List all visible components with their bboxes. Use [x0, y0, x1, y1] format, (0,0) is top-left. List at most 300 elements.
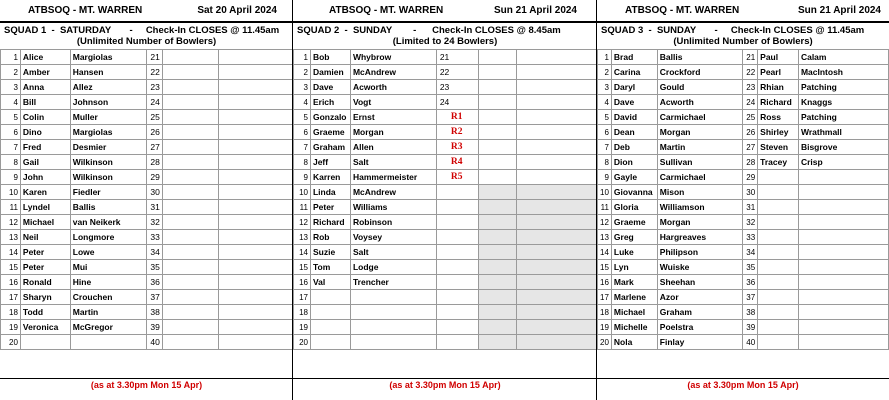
first-name	[758, 260, 799, 275]
cell	[517, 200, 597, 215]
squad-3-panel	[597, 0, 889, 400]
row-number: 40	[743, 335, 758, 350]
cell	[219, 305, 293, 320]
lane-number	[436, 335, 478, 350]
first-name: Alice	[20, 50, 70, 65]
last-name: Longmore	[70, 230, 147, 245]
last-name: Bisgrove	[798, 140, 888, 155]
row-number: 1	[1, 50, 21, 65]
lane-number: 21	[147, 50, 162, 65]
last-name: Sullivan	[657, 155, 742, 170]
row-number: 19	[1, 320, 21, 335]
cell	[219, 110, 293, 125]
panel-divider	[596, 0, 597, 400]
first-name: Richard	[310, 215, 350, 230]
table-row	[598, 260, 889, 275]
row-number: 12	[1, 215, 21, 230]
cell	[517, 65, 597, 80]
last-name: Margiolas	[70, 125, 147, 140]
lane-number	[436, 305, 478, 320]
first-name: Richard	[758, 95, 799, 110]
as-at-note: (as at 3.30pm Mon 15 Apr)	[597, 378, 889, 393]
table-row	[1, 125, 293, 140]
squad-sub: (Limited to 24 Bowlers)	[392, 36, 498, 47]
cell	[162, 290, 218, 305]
lane-number	[436, 245, 478, 260]
first-name: Graham	[310, 140, 350, 155]
cell	[162, 230, 218, 245]
row-number: 2	[598, 65, 612, 80]
first-name: Rob	[310, 230, 350, 245]
row-number: 7	[598, 140, 612, 155]
table-row	[1, 260, 293, 275]
table-row	[1, 335, 293, 350]
lane-number: 23	[436, 80, 478, 95]
cell	[162, 215, 218, 230]
squad-line: SQUAD 2 - SUNDAY - Check-In CLOSES @ 8.45am	[297, 25, 561, 36]
first-name: Bill	[20, 95, 70, 110]
last-name: Lodge	[350, 260, 436, 275]
table-row	[294, 305, 597, 320]
lane-number: 23	[147, 80, 162, 95]
cell	[478, 140, 517, 155]
last-name: Wuiske	[657, 260, 742, 275]
cell	[219, 155, 293, 170]
first-name: Michael	[611, 305, 657, 320]
first-name	[758, 230, 799, 245]
table-row	[1, 275, 293, 290]
lane-number	[436, 320, 478, 335]
cell	[219, 275, 293, 290]
lane-number	[436, 275, 478, 290]
table-row	[294, 170, 597, 185]
table-row	[1, 140, 293, 155]
last-name: Graham	[657, 305, 742, 320]
cell	[162, 335, 218, 350]
table-row	[598, 125, 889, 140]
table-row	[598, 110, 889, 125]
cell	[219, 290, 293, 305]
cell	[517, 215, 597, 230]
last-name: Carmichael	[657, 170, 742, 185]
row-number: 21	[743, 50, 758, 65]
event-date: Sat 20 April 2024	[197, 5, 277, 16]
event-title: ATBSOQ - MT. WARREN	[625, 5, 740, 16]
row-number: 7	[294, 140, 311, 155]
panel-header	[293, 0, 597, 23]
cell	[517, 275, 597, 290]
row-number: 20	[1, 335, 21, 350]
table-row	[294, 200, 597, 215]
first-name: Val	[310, 275, 350, 290]
row-number: 14	[598, 245, 612, 260]
row-number: 22	[743, 65, 758, 80]
first-name: Gayle	[611, 170, 657, 185]
cell	[162, 80, 218, 95]
table-row	[1, 155, 293, 170]
row-number: 2	[1, 65, 21, 80]
last-name: Wilkinson	[70, 170, 147, 185]
last-name: Williamson	[657, 200, 742, 215]
last-name: Vogt	[350, 95, 436, 110]
table-row	[294, 290, 597, 305]
first-name	[758, 290, 799, 305]
last-name: Desmier	[70, 140, 147, 155]
panel-header	[597, 0, 889, 23]
first-name: Shirley	[758, 125, 799, 140]
last-name	[350, 290, 436, 305]
last-name: Voysey	[350, 230, 436, 245]
row-number: 2	[294, 65, 311, 80]
last-name: Azor	[657, 290, 742, 305]
first-name	[20, 335, 70, 350]
cell	[517, 140, 597, 155]
table-row	[598, 140, 889, 155]
lane-number	[436, 290, 478, 305]
last-name	[798, 215, 888, 230]
lane-number: 22	[147, 65, 162, 80]
cell	[478, 155, 517, 170]
lane-number: 27	[147, 140, 162, 155]
first-name: Rhian	[758, 80, 799, 95]
table-row	[294, 215, 597, 230]
cell	[517, 245, 597, 260]
row-number: 14	[294, 245, 311, 260]
first-name: Gloria	[611, 200, 657, 215]
table-row	[294, 335, 597, 350]
first-name: Sharyn	[20, 290, 70, 305]
table-row	[294, 95, 597, 110]
row-number: 5	[294, 110, 311, 125]
first-name	[758, 170, 799, 185]
last-name	[798, 230, 888, 245]
cell	[162, 245, 218, 260]
cell	[478, 215, 517, 230]
first-name: Dave	[310, 80, 350, 95]
squad-info	[597, 23, 889, 50]
first-name	[758, 215, 799, 230]
first-name: Tom	[310, 260, 350, 275]
cell	[478, 110, 517, 125]
cell	[219, 260, 293, 275]
lane-number	[436, 215, 478, 230]
row-number: 15	[294, 260, 311, 275]
squad-info	[293, 23, 597, 50]
first-name: Graeme	[611, 215, 657, 230]
row-number: 18	[1, 305, 21, 320]
cell	[162, 125, 218, 140]
cell	[219, 125, 293, 140]
first-name: Mark	[611, 275, 657, 290]
first-name: Brad	[611, 50, 657, 65]
last-name: Muller	[70, 110, 147, 125]
table-row	[1, 170, 293, 185]
cell	[517, 110, 597, 125]
first-name: Pearl	[758, 65, 799, 80]
row-number: 6	[294, 125, 311, 140]
table-row	[294, 80, 597, 95]
cell	[517, 305, 597, 320]
first-name: Steven	[758, 140, 799, 155]
row-number: 17	[1, 290, 21, 305]
row-number: 23	[743, 80, 758, 95]
cell	[478, 305, 517, 320]
last-name: Whybrow	[350, 50, 436, 65]
cell	[517, 290, 597, 305]
cell	[478, 50, 517, 65]
last-name: Fiedler	[70, 185, 147, 200]
first-name	[310, 320, 350, 335]
first-name: Ronald	[20, 275, 70, 290]
row-number: 9	[1, 170, 21, 185]
cell	[517, 230, 597, 245]
row-number: 4	[598, 95, 612, 110]
cell	[517, 80, 597, 95]
table-row	[598, 65, 889, 80]
first-name: Paul	[758, 50, 799, 65]
cell	[219, 200, 293, 215]
reserve-label: R1	[436, 110, 478, 125]
lane-number: 26	[147, 125, 162, 140]
row-number: 4	[294, 95, 311, 110]
last-name: Johnson	[70, 95, 147, 110]
cell	[162, 65, 218, 80]
row-number: 5	[598, 110, 612, 125]
row-number: 34	[743, 245, 758, 260]
first-name: Lyn	[611, 260, 657, 275]
first-name: Colin	[20, 110, 70, 125]
bowler-table	[293, 49, 597, 350]
first-name: Karen	[20, 185, 70, 200]
first-name: Bob	[310, 50, 350, 65]
lane-number: 35	[147, 260, 162, 275]
row-number: 12	[294, 215, 311, 230]
table-row	[1, 65, 293, 80]
row-number: 3	[294, 80, 311, 95]
last-name: Lowe	[70, 245, 147, 260]
cell	[478, 185, 517, 200]
last-name: Salt	[350, 245, 436, 260]
first-name: Peter	[20, 245, 70, 260]
last-name: Poelstra	[657, 320, 742, 335]
table-row	[1, 230, 293, 245]
first-name: Dion	[611, 155, 657, 170]
table-row	[294, 275, 597, 290]
table-row	[294, 65, 597, 80]
last-name: Wilkinson	[70, 155, 147, 170]
cell	[517, 260, 597, 275]
first-name: Giovanna	[611, 185, 657, 200]
table-row	[294, 125, 597, 140]
table-row	[598, 200, 889, 215]
row-number: 13	[1, 230, 21, 245]
cell	[219, 140, 293, 155]
first-name: Daryl	[611, 80, 657, 95]
table-row	[1, 305, 293, 320]
lane-number: 32	[147, 215, 162, 230]
first-name: Veronica	[20, 320, 70, 335]
last-name: Crouchen	[70, 290, 147, 305]
cell	[478, 95, 517, 110]
lane-number	[436, 185, 478, 200]
last-name	[798, 260, 888, 275]
cell	[219, 215, 293, 230]
table-row	[1, 200, 293, 215]
cell	[219, 245, 293, 260]
first-name: Erich	[310, 95, 350, 110]
event-date: Sun 21 April 2024	[798, 5, 881, 16]
table-row	[1, 290, 293, 305]
first-name: Damien	[310, 65, 350, 80]
first-name: Peter	[310, 200, 350, 215]
row-number: 1	[294, 50, 311, 65]
table-row	[598, 245, 889, 260]
row-number: 13	[598, 230, 612, 245]
first-name: Karren	[310, 170, 350, 185]
cell	[219, 230, 293, 245]
last-name	[350, 305, 436, 320]
cell	[162, 185, 218, 200]
row-number: 27	[743, 140, 758, 155]
row-number: 31	[743, 200, 758, 215]
last-name: Philipson	[657, 245, 742, 260]
last-name: Hansen	[70, 65, 147, 80]
table-row	[598, 185, 889, 200]
row-number: 8	[1, 155, 21, 170]
squad-info	[0, 23, 293, 50]
cell	[517, 125, 597, 140]
row-number: 3	[598, 80, 612, 95]
table-row	[598, 215, 889, 230]
last-name: Finlay	[657, 335, 742, 350]
last-name: van Neikerk	[70, 215, 147, 230]
last-name: Martin	[70, 305, 147, 320]
as-at-note: (as at 3.30pm Mon 15 Apr)	[293, 378, 597, 393]
first-name	[758, 185, 799, 200]
row-number: 15	[1, 260, 21, 275]
row-number: 5	[1, 110, 21, 125]
cell	[478, 335, 517, 350]
cell	[478, 200, 517, 215]
squad-sub: (Unlimited Number of Bowlers)	[76, 36, 217, 47]
lane-number: 37	[147, 290, 162, 305]
cell	[478, 290, 517, 305]
first-name: Jeff	[310, 155, 350, 170]
last-name: Ernst	[350, 110, 436, 125]
last-name: Acworth	[657, 95, 742, 110]
cell	[478, 125, 517, 140]
first-name: Lyndel	[20, 200, 70, 215]
cell	[219, 80, 293, 95]
cell	[517, 95, 597, 110]
row-number: 32	[743, 215, 758, 230]
first-name: Carina	[611, 65, 657, 80]
cell	[219, 170, 293, 185]
table-row	[294, 245, 597, 260]
cell	[162, 50, 218, 65]
last-name: Crockford	[657, 65, 742, 80]
bowler-table	[0, 49, 293, 350]
last-name: Robinson	[350, 215, 436, 230]
table-row	[294, 320, 597, 335]
first-name: Fred	[20, 140, 70, 155]
table-row	[598, 95, 889, 110]
cell	[478, 275, 517, 290]
last-name	[350, 335, 436, 350]
cell	[478, 65, 517, 80]
last-name: Martin	[657, 140, 742, 155]
lane-number: 29	[147, 170, 162, 185]
row-number: 4	[1, 95, 21, 110]
last-name: Ballis	[657, 50, 742, 65]
row-number: 6	[1, 125, 21, 140]
last-name	[798, 200, 888, 215]
table-row	[598, 155, 889, 170]
first-name: Greg	[611, 230, 657, 245]
table-row	[1, 245, 293, 260]
last-name: Mison	[657, 185, 742, 200]
lane-number: 22	[436, 65, 478, 80]
row-number: 37	[743, 290, 758, 305]
cell	[478, 260, 517, 275]
lane-number	[436, 230, 478, 245]
panel-divider	[292, 0, 293, 400]
lane-number: 28	[147, 155, 162, 170]
row-number: 8	[294, 155, 311, 170]
table-row	[1, 110, 293, 125]
squad-line: SQUAD 1 - SATURDAY - Check-In CLOSES @ 11.45am	[4, 25, 280, 36]
first-name: Gonzalo	[310, 110, 350, 125]
squad-1-panel	[0, 0, 293, 400]
row-number: 24	[743, 95, 758, 110]
row-number: 16	[1, 275, 21, 290]
reserve-label: R4	[436, 155, 478, 170]
row-number: 19	[294, 320, 311, 335]
lane-number: 40	[147, 335, 162, 350]
as-at-note: (as at 3.30pm Mon 15 Apr)	[0, 378, 293, 393]
last-name: Gould	[657, 80, 742, 95]
row-number: 18	[294, 305, 311, 320]
row-number: 13	[294, 230, 311, 245]
row-number: 20	[294, 335, 311, 350]
last-name: McGregor	[70, 320, 147, 335]
cell	[162, 95, 218, 110]
cell	[162, 200, 218, 215]
last-name: Knaggs	[798, 95, 888, 110]
first-name: Peter	[20, 260, 70, 275]
first-name: Dean	[611, 125, 657, 140]
row-number: 11	[598, 200, 612, 215]
lane-number: 21	[436, 50, 478, 65]
panel-header	[0, 0, 293, 23]
first-name	[758, 200, 799, 215]
first-name	[758, 320, 799, 335]
row-number: 17	[598, 290, 612, 305]
last-name: Sheehan	[657, 275, 742, 290]
last-name: Hargreaves	[657, 230, 742, 245]
cell	[478, 80, 517, 95]
row-number: 28	[743, 155, 758, 170]
table-row	[294, 110, 597, 125]
lane-number: 38	[147, 305, 162, 320]
last-name: Carmichael	[657, 110, 742, 125]
first-name: David	[611, 110, 657, 125]
row-number: 10	[598, 185, 612, 200]
lane-number: 25	[147, 110, 162, 125]
last-name	[350, 320, 436, 335]
first-name: Gail	[20, 155, 70, 170]
row-number: 12	[598, 215, 612, 230]
